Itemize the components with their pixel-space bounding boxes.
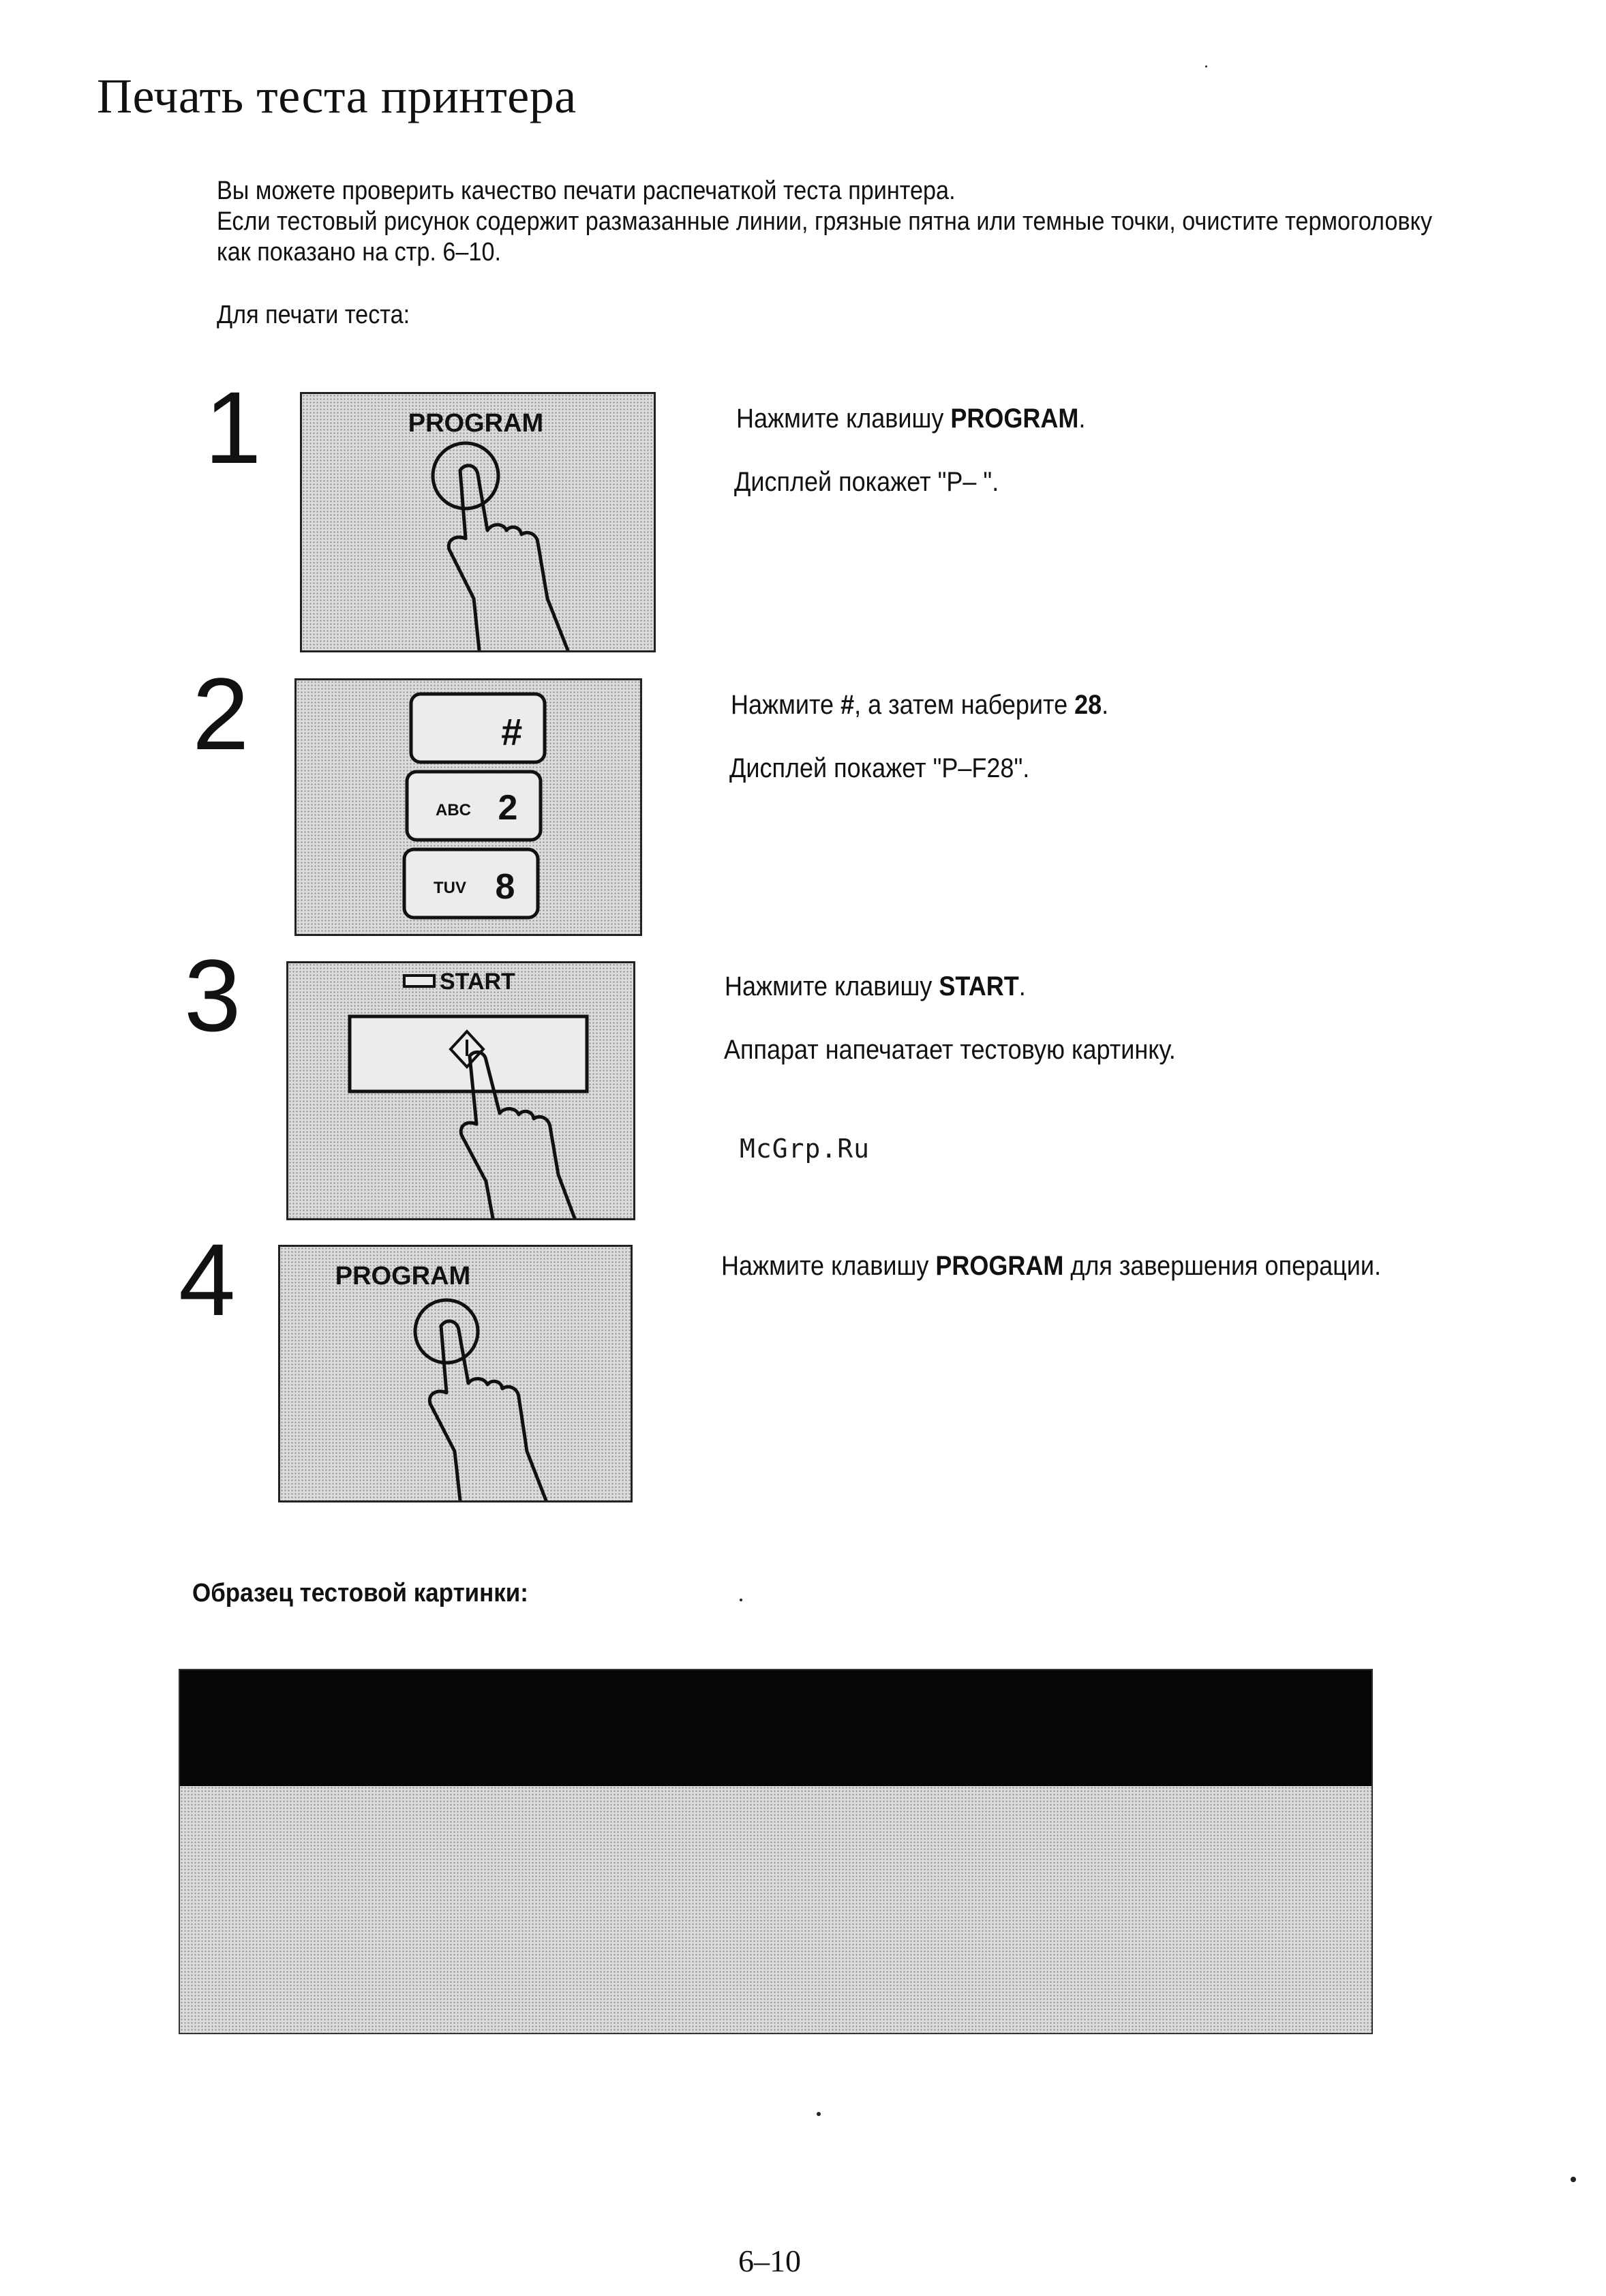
scan-speck: [817, 2112, 821, 2116]
step-4-instruction: [721, 1251, 1381, 1282]
step-4-text: Нажмите клавишу: [721, 1251, 936, 1281]
watermark: McGrp.Ru: [740, 1134, 870, 1164]
abc-2-key: [407, 772, 541, 840]
tuv-key-main: 8: [495, 867, 515, 907]
hash-key-label: #: [500, 710, 522, 753]
step-3-text-end: .: [1018, 971, 1026, 1001]
intro-lead: Для печати теста:: [217, 301, 410, 329]
program-key-label: PROGRAM: [408, 409, 544, 438]
step-2-illustration: [294, 678, 642, 936]
step-2-number: 2: [192, 656, 249, 771]
step-1-text: Нажмите клавишу: [736, 404, 951, 434]
pointing-hand-icon: [449, 466, 568, 650]
step-3-key: START: [939, 971, 1019, 1001]
step-3-illustration: [286, 961, 635, 1220]
program-key-icon: [433, 443, 498, 509]
step-1-instruction: [736, 404, 1085, 434]
scan-speck: [740, 1599, 742, 1601]
step-2-instruction: [731, 690, 1108, 721]
pointing-hand-icon: [429, 1321, 546, 1500]
step-3-instruction: [725, 971, 1026, 1002]
abc-key-main: 2: [498, 788, 518, 828]
step-2-key-hash: #: [840, 690, 855, 720]
intro-line-2: Если тестовый рисунок содержит размазанные линии, грязные пятна или темные точки, очистите термоголовку: [217, 207, 1432, 236]
step-3-note: Аппарат напечатает тестовую картинку.: [724, 1035, 1176, 1065]
step-4-key: PROGRAM: [935, 1251, 1064, 1281]
intro-line-1: Вы можете проверить качество печати распечаткой теста принтера.: [217, 177, 956, 205]
step-2-note: Дисплей покажет "P–F28".: [729, 753, 1030, 783]
abc-key-sub: ABC: [436, 801, 471, 819]
program-key-icon: [415, 1300, 478, 1363]
step-1-number: 1: [204, 370, 262, 485]
scan-speck: [1571, 2177, 1576, 2182]
program-key-label: PROGRAM: [335, 1262, 471, 1290]
hash-key: [411, 694, 545, 762]
step-4-text-end: для завершения операции.: [1063, 1251, 1381, 1281]
step-4-number: 4: [179, 1222, 236, 1337]
step-1-text-end: .: [1078, 404, 1086, 434]
step-3-text: Нажмите клавишу: [725, 971, 939, 1001]
page-number: 6–10: [738, 2244, 801, 2278]
step-2-text: Нажмите: [731, 690, 841, 720]
step-3-number: 3: [184, 938, 241, 1053]
scan-speck: [1205, 65, 1207, 67]
step-2-text-end: .: [1102, 690, 1109, 720]
test-pattern-sample: [179, 1669, 1373, 2034]
sample-label: Образец тестовой картинки:: [192, 1579, 528, 1607]
step-1-note: Дисплей покажет "P– ".: [734, 467, 999, 497]
step-1-key: PROGRAM: [950, 404, 1079, 434]
tuv-8-key: [404, 849, 538, 918]
start-indicator-icon: [404, 976, 434, 986]
start-key-label: START: [440, 969, 515, 995]
step-2-key-digits: 28: [1074, 690, 1102, 720]
step-1-illustration: [300, 392, 656, 652]
test-pattern-black-band: [180, 1670, 1372, 1786]
page-title: Печать теста принтера: [97, 69, 577, 123]
intro-line-3: как показано на стр. 6–10.: [217, 238, 501, 267]
step-2-text-mid: , а затем наберите: [854, 690, 1075, 720]
tuv-key-sub: TUV: [434, 879, 466, 897]
step-4-illustration: [278, 1245, 633, 1502]
